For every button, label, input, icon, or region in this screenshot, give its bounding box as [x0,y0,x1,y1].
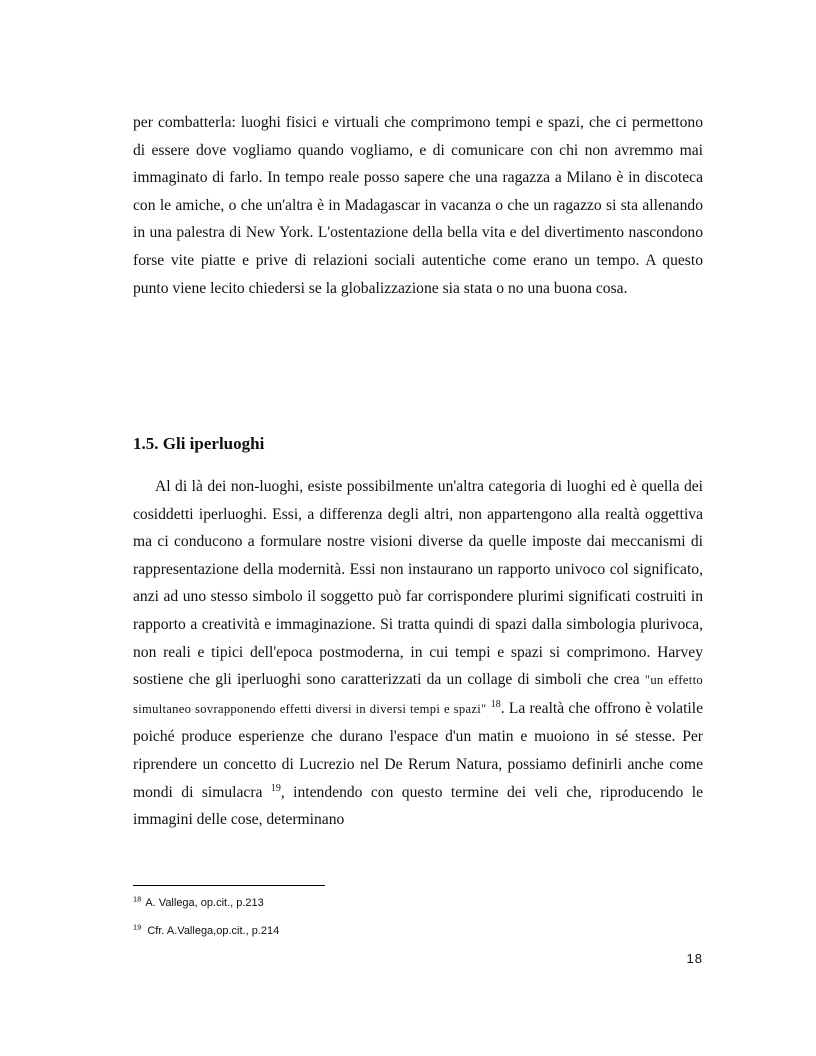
section-heading: 1.5. Gli iperluoghi [133,434,265,453]
footnote-reference[interactable]: 18 [490,698,501,710]
footnote-text: Cfr. A.Vallega,op.cit., p.214 [147,925,280,937]
body-paragraph: per combatterla: luoghi fisici e virtuali che comprimono tempi e spazi, che ci permettono di essere dove vogliamo quando vogliamo, e di comunicare con chi non avremmo mai immaginato di farlo. In tempo reale posso sapere che una ragazza a Milano è in discoteca con le amiche, o che un'altra è in Madagascar in vacanza o che un ragazzo si sta allenando in una palestra di New York. L'ostentazione della bella vita e del divertimento nascondono forse vite piatte e prive di relazioni sociali autentiche come erano un tempo. A questo punto viene lecito chiedersi se la globalizzazione sia stata o no una buona cosa. [133,114,703,297]
inline-quote: "un effetto simultaneo sovrapponendo effetti diversi in diversi tempi e spazi" [133,673,703,716]
footnote-text: A. Vallega, op.cit., p.213 [145,897,264,909]
paragraph-text: . La realtà che offrono è volatile poiché produce esperienze che durano l'espace d'un matin e muoiono in sé stesse. Per riprendere un concetto di Lucrezio nel De Rerum Natura, possiamo definirli anche come mondi di simulacra [133,699,703,801]
footnote-separator [133,885,325,886]
footnote [133,896,264,910]
footnote-reference[interactable]: 19 [270,782,281,794]
paragraph-text: , intendendo con questo termine dei veli che, riproducendo le immagini delle cose, determinano [133,783,704,829]
body-paragraph [133,473,703,834]
footnote-number: 19 [133,922,142,932]
footnote [133,924,279,938]
footnote-number: 18 [133,894,142,904]
page-number: 18 [686,951,703,966]
paragraph-text: Al di là dei non-luoghi, esiste possibilmente un'altra categoria di luoghi ed è quella dei cosiddetti iperluoghi. Essi, a differenza degli altri, non appartengono alla realtà oggettiva ma ci conducono a formulare nostre visioni diverse da quelle imposte dai meccanismi di rappresentazione della modernità. Essi non instaurano un rapporto univoco col significato, anzi ad uno stesso simbolo il soggetto può far corrispondere plurimi significati costruiti in rapporto a creatività e immaginazione. Si tratta quindi di spazi dalla simbologia plurivoca, non reali e tipici dell'epoca postmoderna, in cui tempi e spazi si comprimono. Harvey sostiene che gli iperluoghi sono caratterizzati da un collage di simboli che crea [133,478,703,689]
